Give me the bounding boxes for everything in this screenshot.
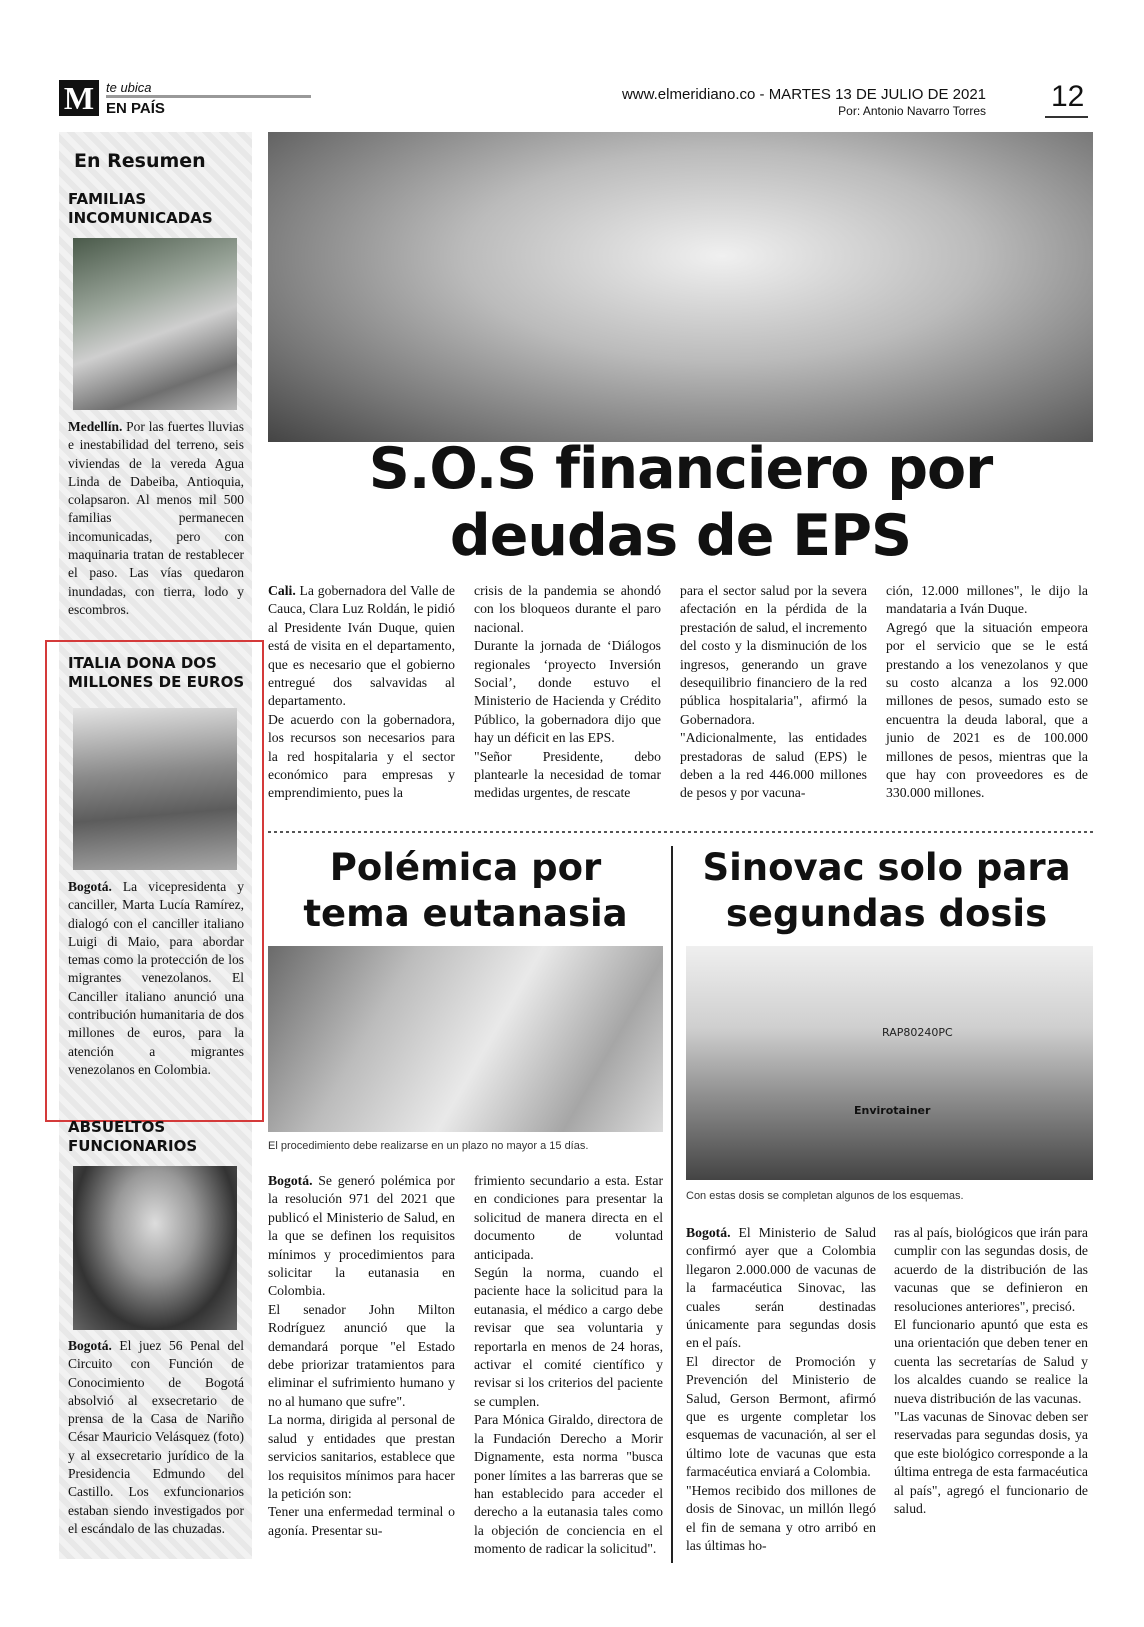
sinovac-caption: Con estas dosis se completan algunos de los esquemas. xyxy=(686,1190,964,1202)
sinovac-column-2: ras al país, biológicos que irán para cumplir con las segundas dosis, de acuerdo de la distribución de las vacunas que se definieron en resoluciones anteriores", precisó. El funcionario apuntó que esta es una orientación que deben tener en cuenta las secretarías de Salud y los alcaldes cuando se realice la nueva distribución de las vacunas. "Las vacunas de Sinovac deben ser reservadas para segundas dosis, ya que este biológico corresponde a la última entrega de esta farmacéutica al país", agregó el funcionario de salud. xyxy=(894,1225,1088,1517)
eutanasia-caption: El procedimiento debe realizarse en un plazo no mayor a 15 días. xyxy=(268,1140,589,1152)
cargo-label: RAP80240PC xyxy=(882,1026,953,1039)
sinovac-headline-line-2: segundas dosis xyxy=(725,892,1048,935)
sinovac-column-1: Bogotá. El Ministerio de Salud confirmó ayer que a Colombia llegaron 2.000.000 de vacunas de la farmacéutica Sinovac, las cuales serán destinadas únicamente para segundas dosis en el país. El director de Promoción y Prevención del Ministerio de Salud, Gerson Bermont, afirmó que es urgente completar los esquemas de vacunación, al ser el último lote de vacunas que esta farmacéutica enviará a Colombia. "Hemos recibido dos millones de dosis de Sinovac, un millón llegó el fin de semana y otro arribó en las últimas ho- xyxy=(686,1225,876,1553)
newspaper-logo: M xyxy=(59,80,99,116)
sinovac-headline-line-1: Sinovac solo para xyxy=(702,846,1071,889)
governor-photo xyxy=(268,132,1093,442)
section-label: EN PAÍS xyxy=(106,100,165,117)
eutanasia-headline-line-1: Polémica por xyxy=(329,846,602,889)
dotted-separator xyxy=(268,831,1093,833)
cargo-photo xyxy=(686,946,1093,1180)
main-headline-line-2: deudas de EPS xyxy=(449,503,912,569)
hospital-photo xyxy=(268,946,663,1132)
main-headline-line-1: S.O.S financiero por xyxy=(368,436,993,502)
sidebar-text-3: Bogotá. El juez 56 Penal del Circuito con Función de Conocimiento de Bogotá absolvió al exsecretario de prensa de la Casa de Nariño César Mauricio Velásquez (foto) y al exsecretario jurídico de la Presidencia Edmundo del Castillo. Los exfuncionarios estaban siendo investigados por el escándalo de las chuzadas. xyxy=(68,1338,244,1536)
landslide-photo xyxy=(73,238,237,410)
eutanasia-column-1: Bogotá. Se generó polémica por la resolución 971 del 2021 que publicó el Ministerio de Salud, en la que se definen los requisitos mínimos y procedimientos para solicitar la eutanasia en Colombia. El senador John Milton Rodríguez anunció que la demandará porque "el Estado debe priorizar tratamientos para eliminar el sufrimiento humano y no al humano que sufre". La norma, dirigida al personal de salud y entidades que prestan servicios sanitarios, establece que los requisitos mínimos para hacer la petición son: Tener una enfermedad terminal o agonía. Presentar su- xyxy=(268,1173,455,1538)
highlight-box xyxy=(45,640,264,1122)
sidebar-heading-1: FAMILIAS INCOMUNICADAS xyxy=(68,190,213,227)
header-date: www.elmeridiano.co - MARTES 13 DE JULIO DE 2021 xyxy=(621,86,986,103)
sidebar-heading-3: ABSUELTOS FUNCIONARIOS xyxy=(68,1118,198,1155)
main-column-3: para el sector salud por la severa afectación en la pérdida de la prestación de salud, el incremento del costo y la disminución de los ingresos, generando un grave desequilibrio financiero de la red pública hospitalaria", afirmó la Gobernadora. "Adicionalmente, las entidades prestadoras de salud (EPS) le deben a la red 446.000 millones de pesos y por vacuna- xyxy=(680,583,867,801)
page-number: 12 xyxy=(1051,80,1085,113)
eutanasia-headline-line-2: tema eutanasia xyxy=(303,892,628,935)
sidebar-heading-2: ITALIA DONA DOS MILLONES DE EUROS xyxy=(68,654,245,691)
page-number-rule xyxy=(1045,116,1088,118)
sidebar-title: En Resumen xyxy=(74,150,206,172)
official-photo xyxy=(73,1166,237,1330)
tagline: te ubica xyxy=(106,80,152,95)
eutanasia-column-2: frimiento secundario a esta. Estar en condiciones para presentar la solicitud de manera directa en el documento de voluntad anticipada. Según la norma, cuando el paciente hace la solicitud para la eutanasia, el médico a cargo debe revisar que sea voluntaria y reportarla en menos de 24 horas, activar el comité científico y revisar si los criterios del paciente se cumplen. Para Mónica Giraldo, directora de la Fundación Derecho a Morir Dignamente, esta norma "busca poner límites a las barreras que se han establecido para acceder el derecho a la eutanasia tales como la objeción de conciencia en el momento de radicar la solicitud". xyxy=(474,1173,663,1557)
main-column-1: Cali. La gobernadora del Valle de Cauca, Clara Luz Roldán, le pidió al Presidente Iván Duque, quien está de visita en el departamento, que es necesario que el gobierno entregué dos salvavidas al departamento. De acuerdo con la gobernadora, los recursos son necesarios para la red hospitalaria y el sector económico para empresas y emprendimiento, pues la xyxy=(268,583,455,801)
sidebar-text-2: Bogotá. La vicepresidenta y canciller, Marta Lucía Ramírez, dialogó con el canciller italiano Luigi di Maio, para abordar temas como la protección de los migrantes venezolanos. El Canciller italiano anunció una contribución humanitaria de dos millones de euros, para la atención a migrantes venezolanos en Colombia. xyxy=(68,879,244,1077)
header-rule xyxy=(106,95,311,98)
container-brand: Envirotainer xyxy=(854,1104,931,1117)
main-column-4: ción, 12.000 millones", le dijo la mandataria a Iván Duque. Agregó que la situación empeora por el servicio que se le está prestando a los venezolanos y que su costo alcanza a los 92.000 millones de pesos, sumado esto se encuentra la deuda laboral, que a junio de 2021 es de 100.000 millones de pesos, mientras que la que hay con proveedores es de 330.000 millones. xyxy=(886,583,1088,801)
byline: Por: Antonio Navarro Torres xyxy=(838,104,986,118)
main-column-2: crisis de la pandemia se ahondó con los bloqueos durante el paro nacional. Durante la jornada de ‘Diálogos regionales ‘proyecto Inversión Social’, donde estuvo el Ministerio de Hacienda y Crédito Público, la gobernadora dijo que hay un déficit en las EPS. "Señor Presidente, debo plantearle la necesidad de tomar medidas urgentes, de rescate xyxy=(474,583,661,801)
column-divider xyxy=(671,846,673,1563)
sidebar-text-1: Medellín. Por las fuertes lluvias e inestabilidad del terreno, seis viviendas de la vereda Agua Linda de Dabeiba, Antioquia, colapsaron. Al menos mil 500 familias permanecen incomunicadas, pero con maquinaria tratan de restablecer el paso. Las vías quedaron inundadas, con tierra, lodo y escombros. xyxy=(68,419,244,617)
